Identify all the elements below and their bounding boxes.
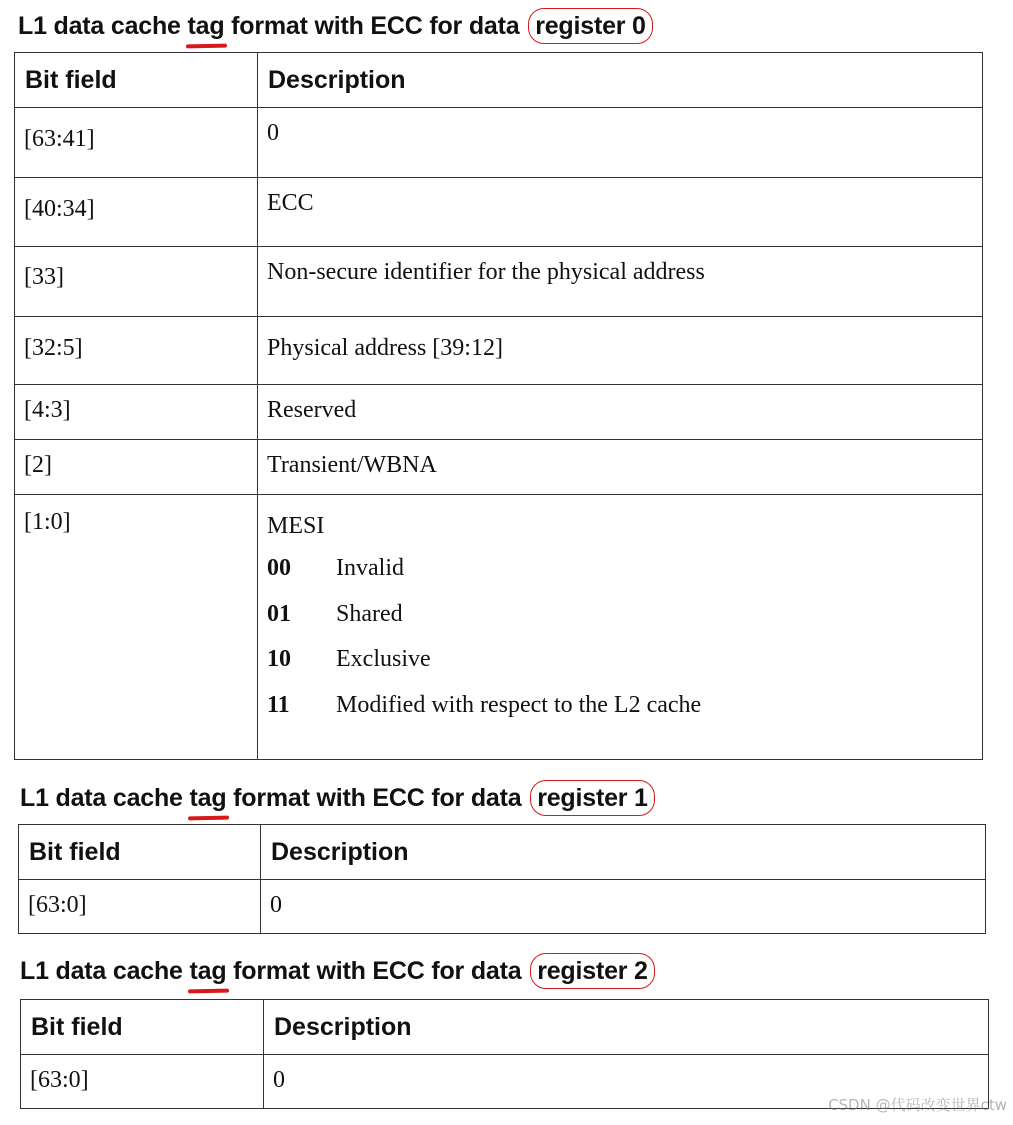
- header-bit-field: Bit field: [21, 1000, 264, 1055]
- bitfield-table-register-1: [18, 824, 986, 934]
- bit-field-cell: [4:3]: [24, 397, 71, 423]
- mesi-label: Exclusive: [336, 646, 431, 673]
- header-bit-field: Bit field: [19, 825, 261, 880]
- list-item: [267, 637, 982, 683]
- mesi-label: Invalid: [336, 555, 404, 582]
- table-header-row: [15, 53, 983, 108]
- section-title-register-1: [20, 780, 655, 816]
- red-underline-annotation: [187, 989, 228, 994]
- table-row: [15, 495, 983, 760]
- table-row: [15, 178, 983, 247]
- description-cell: 0: [273, 1067, 285, 1093]
- red-circle-annotation-register: register 2: [530, 953, 655, 989]
- table-row: [19, 880, 986, 934]
- description-cell: 0: [267, 120, 279, 146]
- title-tag-word: tag: [190, 957, 227, 986]
- table-row: [15, 317, 983, 385]
- bitfield-table-register-2: [20, 999, 989, 1109]
- header-description: Description: [261, 825, 986, 880]
- title-mid: format with ECC for data: [226, 784, 529, 812]
- title-mid: format with ECC for data: [226, 957, 529, 985]
- title-prefix: L1 data cache: [20, 957, 190, 985]
- mesi-code: 10: [267, 646, 291, 673]
- description-cell: Physical address [39:12]: [267, 335, 503, 361]
- bit-field-cell: [33]: [24, 264, 64, 290]
- mesi-code: 11: [267, 691, 290, 718]
- bit-field-cell: [63:0]: [30, 1067, 89, 1093]
- bit-field-cell: [40:34]: [24, 196, 95, 222]
- bit-field-cell: [32:5]: [24, 335, 83, 361]
- description-cell: Transient/WBNA: [267, 452, 437, 478]
- table-row: [15, 385, 983, 440]
- header-description: Description: [258, 53, 983, 108]
- bit-field-cell: [63:0]: [28, 892, 87, 918]
- description-cell: Reserved: [267, 397, 357, 423]
- mesi-code: 00: [267, 555, 291, 582]
- mesi-code: 01: [267, 600, 291, 627]
- bit-field-cell: [63:41]: [24, 126, 95, 152]
- description-cell: ECC: [267, 190, 314, 216]
- header-bit-field: Bit field: [15, 53, 258, 108]
- title-tag-word: tag: [190, 784, 227, 813]
- table-row: [15, 247, 983, 317]
- description-cell: 0: [270, 892, 282, 918]
- title-prefix: L1 data cache: [18, 12, 188, 40]
- red-underline-annotation: [185, 44, 226, 49]
- mesi-state-list: [258, 546, 982, 728]
- bit-field-cell: [2]: [24, 452, 52, 478]
- watermark: CSDN @代码改变世界ctw: [828, 1096, 1007, 1114]
- bitfield-table-register-0: [14, 52, 983, 760]
- table-row: [15, 440, 983, 495]
- mesi-label: Shared: [336, 600, 403, 627]
- title-tag-word: tag: [188, 12, 225, 41]
- bit-field-cell: [1:0]: [24, 509, 71, 535]
- list-item: [267, 683, 982, 729]
- list-item: [267, 592, 982, 638]
- table-row: [15, 108, 983, 178]
- list-item: [267, 546, 982, 592]
- mesi-label: Modified with respect to the L2 cache: [336, 691, 702, 718]
- description-cell: MESI: [267, 513, 325, 539]
- red-circle-annotation-register: register 0: [528, 8, 653, 44]
- section-title-register-2: [20, 953, 655, 989]
- table-header-row: [19, 825, 986, 880]
- description-cell: Non-secure identifier for the physical address: [267, 259, 705, 285]
- title-prefix: L1 data cache: [20, 784, 190, 812]
- table-header-row: [21, 1000, 989, 1055]
- title-mid: format with ECC for data: [224, 12, 527, 40]
- red-circle-annotation-register: register 1: [530, 780, 655, 816]
- header-description: Description: [264, 1000, 989, 1055]
- section-title-register-0: [18, 8, 653, 44]
- red-underline-annotation: [187, 816, 228, 821]
